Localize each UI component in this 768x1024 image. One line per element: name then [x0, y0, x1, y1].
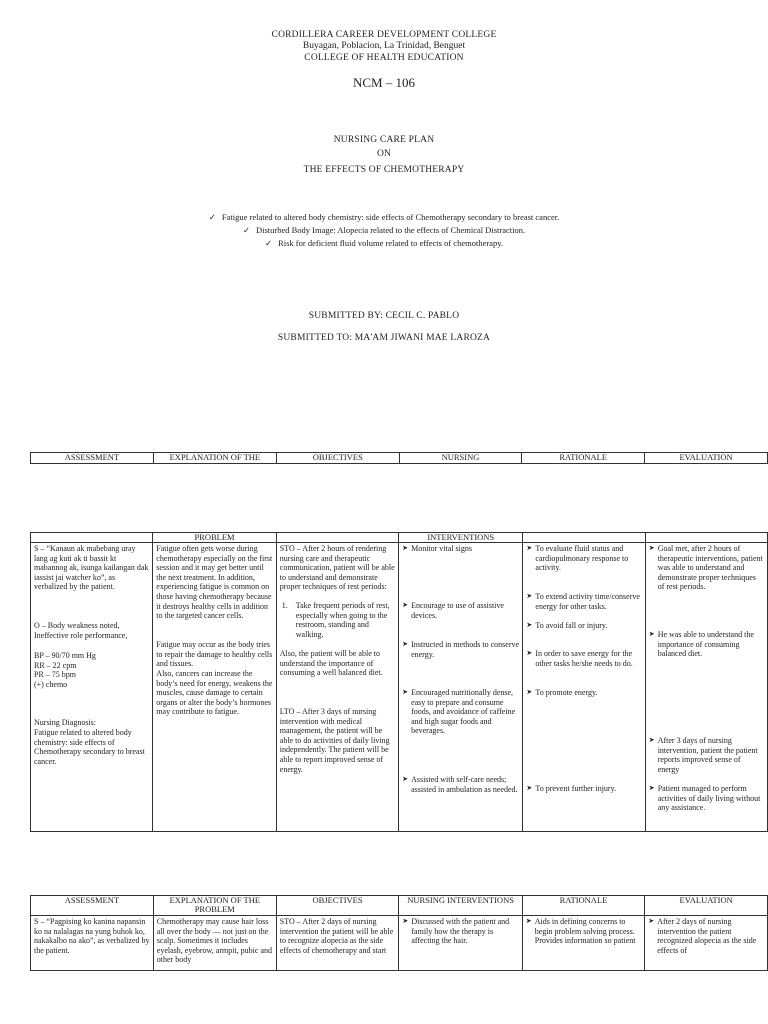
course-code: NCM – 106	[352, 75, 416, 90]
diagnosis-item: ✓ Risk for deficient fluid volume related to effects of chemotherapy.	[264, 238, 504, 248]
college-address: Buyagan, Poblacion, La Trinidad, Benguet	[302, 41, 466, 51]
header-cont-explanation: PROBLEM	[153, 533, 276, 543]
check-icon: ✓	[264, 238, 273, 248]
header-objectives: OBJECTIVES	[276, 453, 399, 464]
care-plan-header-table	[30, 452, 768, 464]
evaluation-cell	[645, 543, 767, 832]
care-plan-table-1	[30, 532, 768, 832]
explanation-cell	[153, 543, 276, 832]
header-evaluation: EVALUATION	[645, 453, 768, 464]
header-explanation: EXPLANATION OF THE	[153, 453, 276, 464]
diagnosis-item: ✓ Disturbed Body Image: Alopecia related to the effects of Chemical Distraction.	[242, 225, 526, 235]
rationale-item: ➤ To prevent further injury.	[526, 784, 617, 793]
rationale-item: ➤ To promote energy.	[526, 688, 598, 697]
arrow-bullet-icon: ➤	[648, 917, 655, 925]
arrow-bullet-icon: ➤	[402, 688, 408, 696]
intervention-item: ➤ Encouraged nutritionally dense, easy to prepare and consume foods, and avoidance of caffeine and high sugar foods and beverages.	[402, 688, 516, 736]
document-title-line1: NURSING CARE PLAN	[333, 135, 435, 145]
arrow-bullet-icon: ➤	[526, 592, 533, 600]
rationale-cell	[523, 543, 645, 832]
arrow-bullet-icon: ➤	[648, 630, 655, 638]
check-icon: ✓	[242, 225, 250, 235]
document-title-line2: ON	[376, 149, 392, 159]
header-rationale: RATIONALE	[522, 453, 645, 464]
college-name: CORDILLERA CAREER DEVELOPMENT COLLEGE	[271, 30, 497, 40]
header-interventions: NURSING	[399, 453, 522, 464]
care-plan-table-2	[30, 895, 768, 971]
interventions-cell	[399, 916, 522, 971]
arrow-bullet-icon: ➤	[525, 917, 532, 925]
header-cont-assessment	[31, 533, 153, 543]
short-term-objective: STO – After 2 hours of rendering nursing care and therapeutic communication, patient will be able to understand and demonstrate proper techniques of rest periods:	[279, 544, 395, 592]
header-cont-evaluation	[645, 533, 767, 543]
evaluation-item: ➤ After 2 days of nursing intervention the patient recognized alopecia as the side effects of	[648, 917, 757, 955]
header-cont-interventions: INTERVENTIONS	[399, 533, 523, 543]
submitted-by: SUBMITTED BY: CECIL C. PABLO	[308, 311, 460, 321]
arrow-bullet-icon: ➤	[402, 775, 408, 783]
evaluation-item: ➤ Goal met, after 2 hours of therapeutic interventions, patient was able to understand and demonstrate proper techniques of rest periods.	[648, 544, 763, 592]
header-assessment: ASSESSMENT	[31, 896, 154, 916]
check-icon: ✓	[208, 212, 216, 222]
arrow-bullet-icon: ➤	[526, 784, 533, 792]
header-assessment: ASSESSMENT	[31, 453, 154, 464]
intervention-item: ➤ Discussed with the patient and family how the therapy is affecting the hair.	[402, 917, 510, 946]
objectives-cell	[276, 916, 399, 971]
department-name: COLLEGE OF HEALTH EDUCATION	[304, 53, 464, 63]
evaluation-item: ➤ After 3 days of nursing intervention, patient the patient reports improved sense of energy	[648, 736, 758, 774]
arrow-bullet-icon: ➤	[648, 544, 655, 552]
objective-data: O – Body weakness noted, Ineffective role performance,	[34, 621, 128, 640]
nursing-diagnosis-label: Nursing Diagnosis:	[34, 718, 96, 727]
rationale-item: ➤ To extend activity time/conserve energy for other tasks.	[526, 592, 640, 611]
rationale-item: ➤ To avoid fall or injury.	[526, 621, 608, 630]
arrow-bullet-icon: ➤	[648, 784, 655, 792]
arrow-bullet-icon: ➤	[402, 544, 408, 552]
explanation-text: Fatigue often gets worse during chemotherapy especially on the first session and it may get better until the next treatment. In addition, experiencing fatigue is common on those having chemotherapy because it destroys healthy cells in addition to the targeted cancer cells.	[156, 544, 273, 621]
evaluation-item: ➤ He was able to understand the importance of consuming balanced diet.	[648, 630, 754, 659]
explanation-cell	[153, 916, 276, 971]
arrow-bullet-icon: ➤	[402, 640, 408, 648]
arrow-bullet-icon: ➤	[526, 621, 533, 629]
objective-note: Also, the patient will be able to understand the importance of consuming a well balanced diet.	[279, 649, 383, 678]
arrow-bullet-icon: ➤	[526, 688, 533, 696]
evaluation-item: ➤ Patient managed to perform activities of daily living without any assistance.	[648, 784, 761, 813]
arrow-bullet-icon: ➤	[526, 544, 533, 552]
assessment-cell	[31, 916, 154, 971]
header-cont-objectives	[276, 533, 398, 543]
assessment-cell	[31, 543, 153, 832]
arrow-bullet-icon: ➤	[526, 649, 533, 657]
header-objectives: OBJECTIVES	[276, 896, 399, 916]
submitted-to: SUBMITTED TO: MA'AM JIWANI MAE LAROZA	[277, 333, 491, 343]
step-number: 1.	[281, 601, 288, 610]
rationale-item: ➤ To evaluate fluid status and cardiopulmonary response to activity.	[526, 544, 629, 573]
intervention-item: ➤ Monitor vital signs	[402, 544, 472, 553]
nursing-diagnosis: Fatigue related to altered body chemistry: side effects of Chemotherapy secondary to breast cancer.	[34, 728, 145, 766]
respiratory-rate: RR – 22 cpm	[34, 661, 77, 670]
rationale-item: ➤ Aids in defining concerns to begin problem solving process. Provides information so patient	[525, 917, 636, 946]
short-term-objective: STO – After 2 days of nursing intervention the patient will be able to recognize alopecia as the side effects of chemotherapy and start	[279, 917, 394, 955]
subjective-data: S – “Pagpising ko kanina napansin ko na nalalagas na yung buhok ko, nakakalbo na ako”, as verbalized by the patient.	[34, 917, 150, 955]
explanation-text: Fatigue may occur as the body tries to repair the damage to healthy cells and tissues.	[156, 640, 273, 669]
intervention-item: ➤ Assisted with self-care needs; assisted in ambulation as needed.	[402, 775, 518, 794]
blood-pressure: BP – 90/70 mm Hg	[34, 651, 96, 660]
diagnosis-item: ✓ Fatigue related to altered body chemistry: side effects of Chemotherapy secondary to breast cancer.	[208, 212, 560, 222]
rationale-item: ➤ In order to save energy for the other tasks he/she needs to do.	[526, 649, 633, 668]
explanation-text: Also, cancers can increase the body’s need for energy, weakens the muscles, cause damage to certain organs or alter the body’s hormones may contribute to fatigue.	[156, 669, 273, 717]
explanation-text: Chemotherapy may cause hair loss all over the body — not just on the scalp. Sometimes it includes eyelash, eyebrow, armpit, pubic and other body	[156, 917, 272, 965]
rationale-cell	[522, 916, 644, 971]
header-explanation: EXPLANATION OF THE PROBLEM	[153, 896, 276, 916]
evaluation-cell	[645, 916, 768, 971]
chemo-status: (+) chemo	[34, 680, 68, 689]
arrow-bullet-icon: ➤	[402, 601, 408, 609]
header-interventions: NURSING INTERVENTIONS	[399, 896, 522, 916]
arrow-bullet-icon: ➤	[402, 917, 409, 925]
pulse-rate: PR – 75 bpm	[34, 670, 77, 679]
header-cont-rationale	[523, 533, 645, 543]
header-evaluation: EVALUATION	[645, 896, 768, 916]
long-term-objective: LTO – After 3 days of nursing intervention with medical management, the patient will be able to do activities of daily living independently. The patient will be able to report improved sense of energy.	[279, 707, 390, 774]
subjective-data: S – “Kanaun ak mabebang uray lang ag kuti ak ti bassit kt mabannog ak, isunga kailangan dak iassist jai watcher ko”, as verbalized by the patient.	[34, 544, 149, 592]
interventions-cell	[399, 543, 523, 832]
document-title-line3: THE EFFECTS OF CHEMOTHERAPY	[303, 165, 465, 175]
header-rationale: RATIONALE	[522, 896, 644, 916]
intervention-item: ➤ Encourage to use of assistive devices.	[402, 601, 504, 620]
intervention-item: ➤ Instructed in methods to conserve energy.	[402, 640, 520, 659]
objectives-cell	[276, 543, 398, 832]
objective-step: 1. Take frequent periods of rest, especially when going to the restroom, standing and walking.	[281, 601, 390, 639]
arrow-bullet-icon: ➤	[648, 736, 655, 744]
